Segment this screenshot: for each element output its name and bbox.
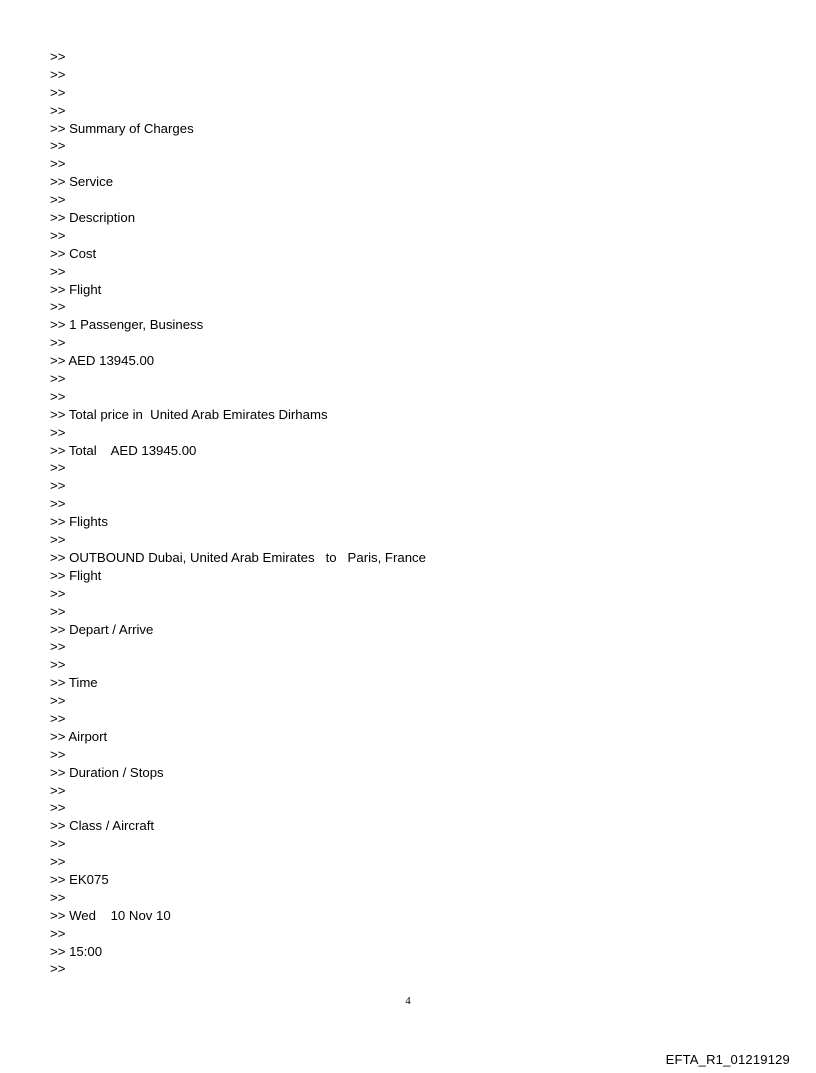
quoted-line: >> Total AED 13945.00 xyxy=(50,442,197,458)
quoted-line: >> xyxy=(50,192,66,208)
quoted-line: >> xyxy=(50,782,66,798)
quoted-line: >> Total price in United Arab Emirates Dirhams xyxy=(50,406,328,422)
quoted-line: >> xyxy=(50,854,66,870)
quoted-line: >> xyxy=(50,299,66,315)
quoted-line: >> Wed 10 Nov 10 xyxy=(50,907,171,923)
quoted-line: >> xyxy=(50,460,66,476)
quoted-line: >> 1 Passenger, Business xyxy=(50,317,204,333)
quoted-line: >> AED 13945.00 xyxy=(50,353,155,369)
email-body-text xyxy=(50,48,750,978)
quoted-line: >> xyxy=(50,478,66,494)
quoted-line: >> xyxy=(50,496,66,512)
quoted-line: >> xyxy=(50,138,66,154)
quoted-line: >> xyxy=(50,371,66,387)
quoted-line: >> xyxy=(50,800,66,816)
quoted-line: >> xyxy=(50,961,66,977)
quoted-line: >> xyxy=(50,746,66,762)
quoted-line: >> xyxy=(50,925,66,941)
quoted-line: >> xyxy=(50,263,66,279)
quoted-line: >> Flight xyxy=(50,281,102,297)
quoted-line: >> Service xyxy=(50,174,114,190)
quoted-line: >> xyxy=(50,889,66,905)
bates-number: EFTA_R1_01219129 xyxy=(665,1052,790,1067)
page-number: 4 xyxy=(405,995,411,1007)
quoted-line: >> xyxy=(50,156,66,172)
quoted-line: >> Description xyxy=(50,210,136,226)
quoted-line: >> xyxy=(50,49,66,64)
quoted-line: >> xyxy=(50,639,66,655)
quoted-line: >> OUTBOUND Dubai, United Arab Emirates to Paris, France xyxy=(50,549,426,565)
quoted-line: >> xyxy=(50,585,66,601)
quoted-line: >> Duration / Stops xyxy=(50,764,164,780)
quoted-line: >> xyxy=(50,836,66,852)
quoted-line: >> Time xyxy=(50,675,98,691)
quoted-line: >> xyxy=(50,335,66,351)
quoted-line: >> Airport xyxy=(50,728,108,744)
quoted-line: >> xyxy=(50,693,66,709)
quoted-line: >> xyxy=(50,603,66,619)
quoted-line: >> xyxy=(50,102,66,118)
quoted-line: >> Flights xyxy=(50,514,108,530)
quoted-line: >> Class / Aircraft xyxy=(50,818,155,834)
quoted-line: >> 15:00 xyxy=(50,943,103,959)
quoted-line: >> xyxy=(50,388,66,404)
quoted-line: >> Cost xyxy=(50,245,97,261)
quoted-line: >> xyxy=(50,66,66,82)
quoted-line: >> xyxy=(50,424,66,440)
quoted-line: >> xyxy=(50,532,66,548)
quoted-line: >> xyxy=(50,227,66,243)
quoted-line: >> xyxy=(50,657,66,673)
quoted-line: >> EK075 xyxy=(50,871,109,887)
quoted-line: >> Depart / Arrive xyxy=(50,621,154,637)
quoted-line: >> xyxy=(50,710,66,726)
quoted-line: >> Summary of Charges xyxy=(50,120,194,136)
quoted-line: >> Flight xyxy=(50,567,102,583)
quoted-line: >> xyxy=(50,84,66,100)
